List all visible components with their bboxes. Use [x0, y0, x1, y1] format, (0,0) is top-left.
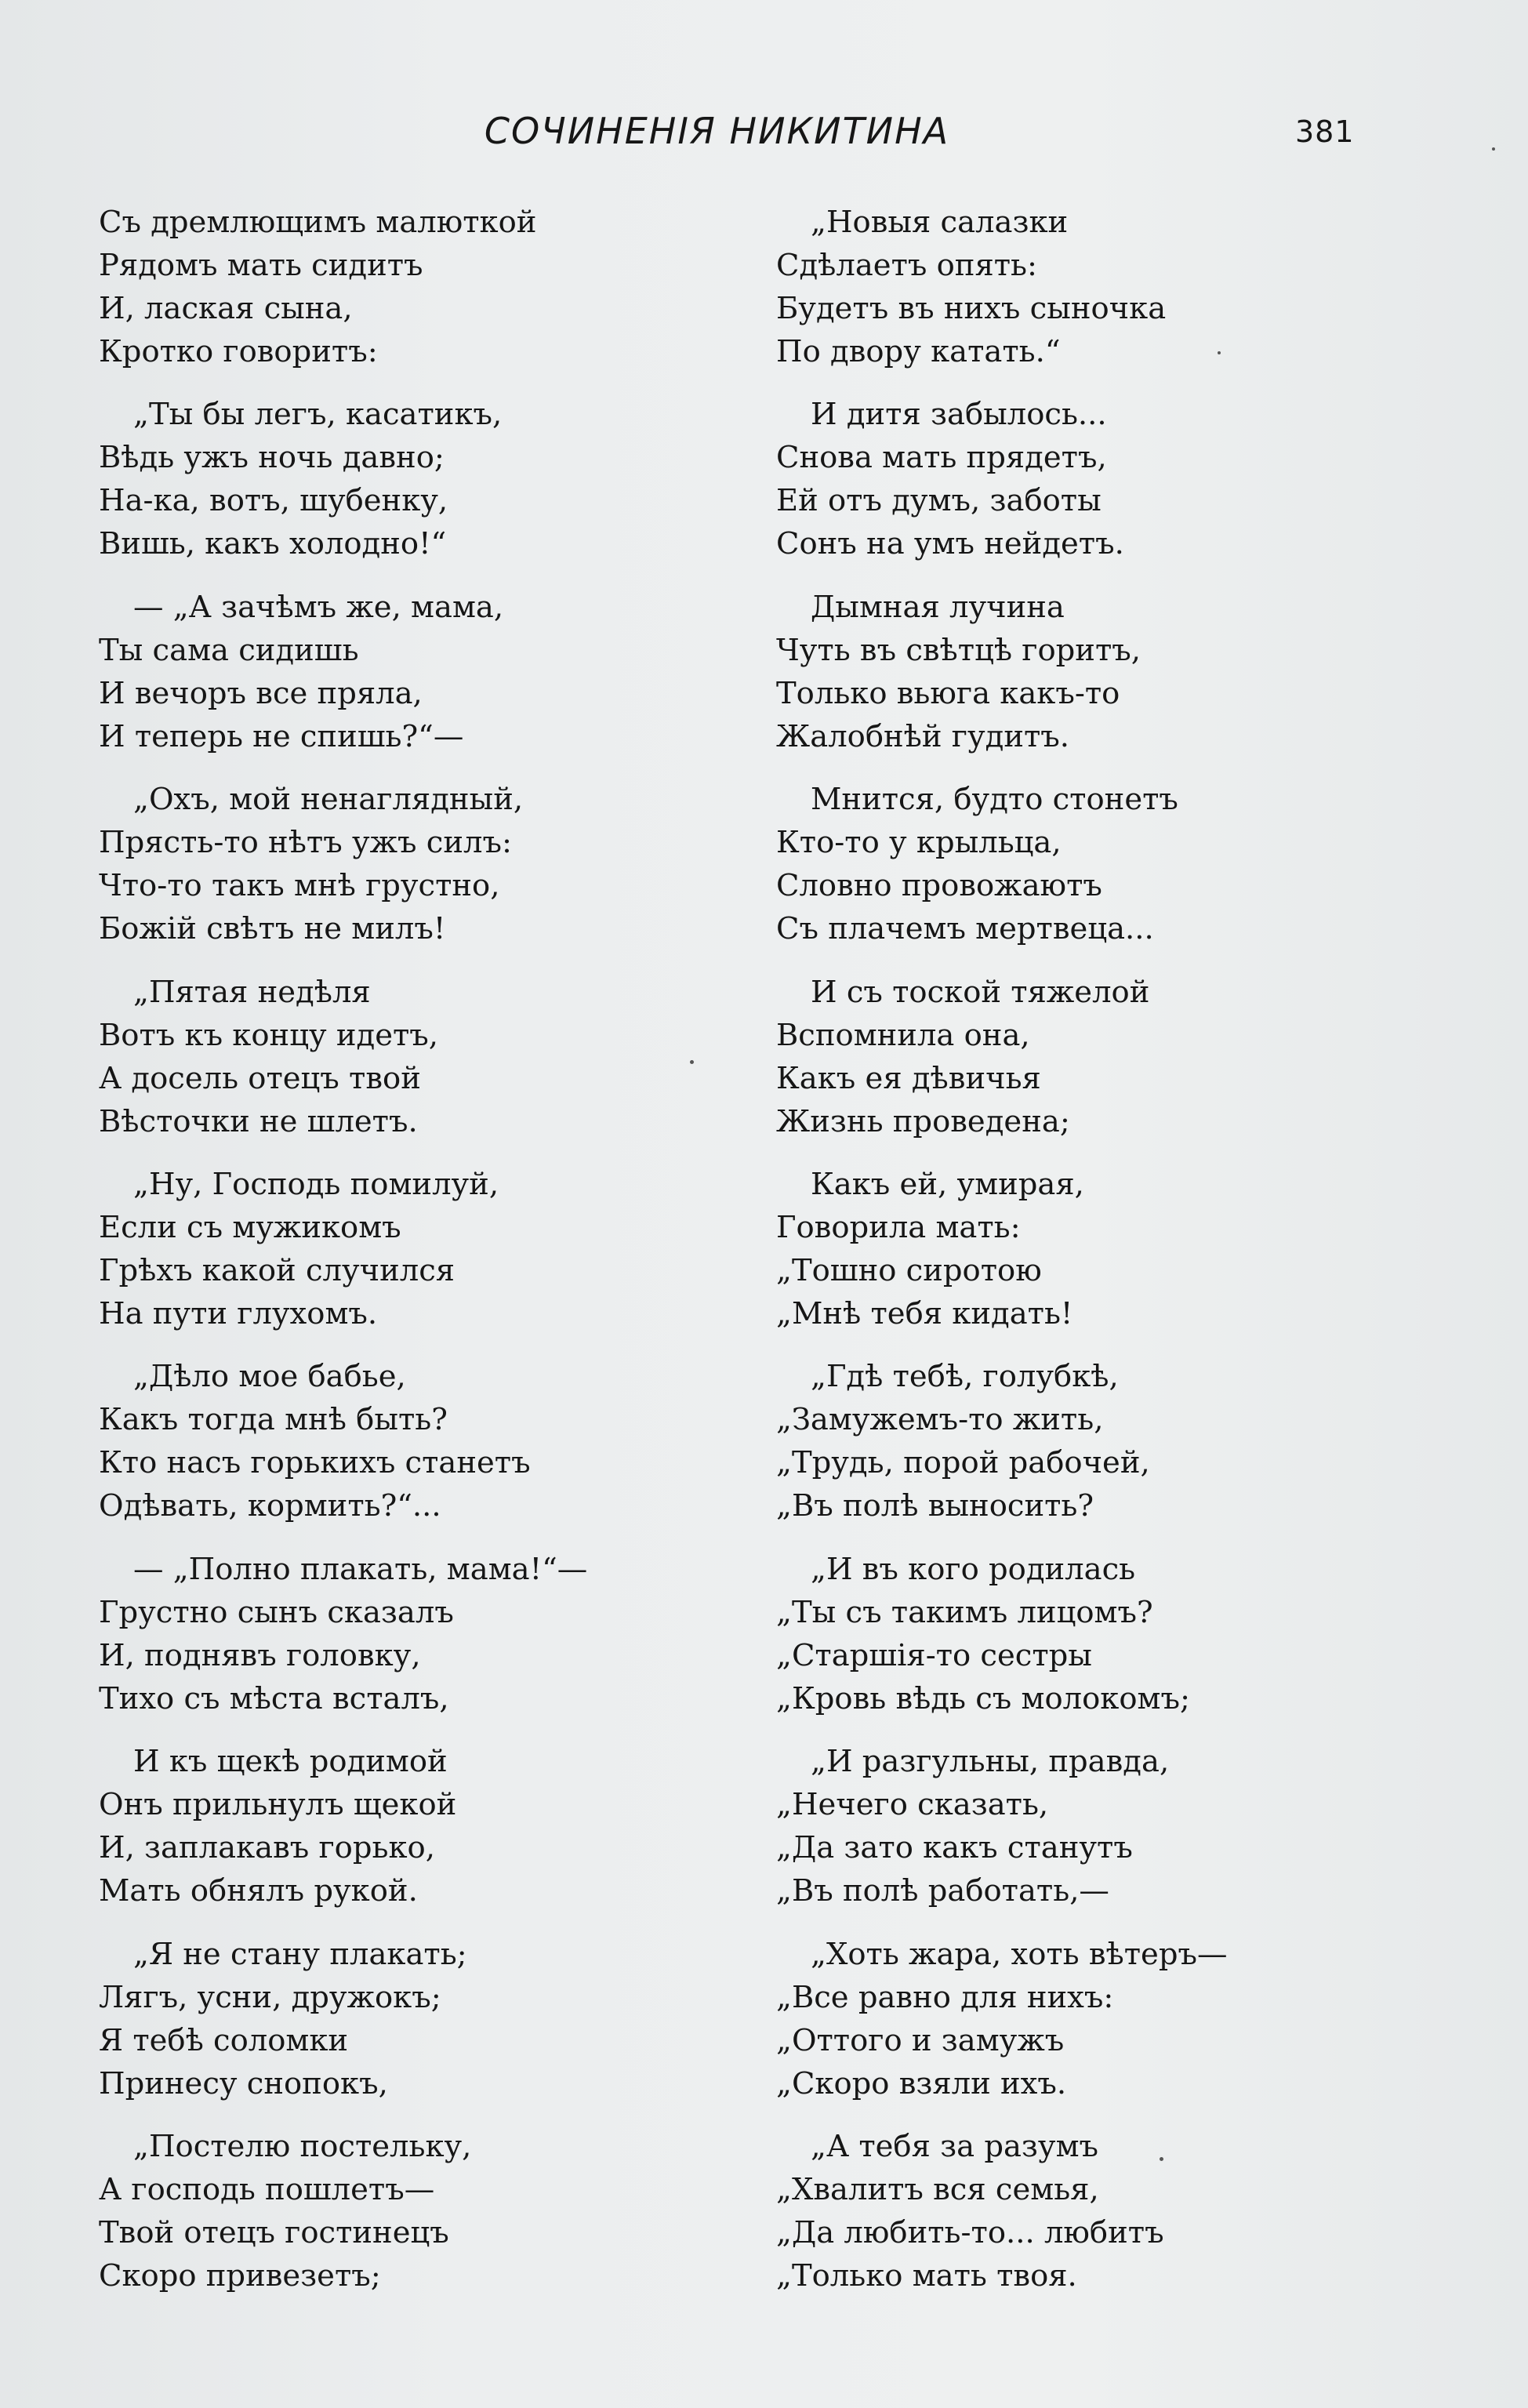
poem-line: А господь пошлетъ— — [99, 2171, 435, 2207]
stanza — [776, 393, 1450, 565]
poem-line: „Ты бы легъ, касатикъ, — [133, 397, 503, 433]
stanza — [776, 1548, 1450, 1720]
poem-line: На-ка, вотъ, шубенку, — [99, 483, 448, 519]
poem-line: И, заплакавъ горько, — [99, 1830, 435, 1866]
poem-line: „Только мать твоя. — [776, 2257, 1077, 2294]
poem-line: Кто-то у крыльца, — [776, 825, 1062, 861]
poem-line: Чуть въ свѣтцѣ горитъ, — [776, 632, 1141, 668]
poem-line: И дитя забылось... — [811, 397, 1107, 433]
poem-line: „Гдѣ тебѣ, голубкѣ, — [811, 1359, 1119, 1395]
poem-line: Мать обнялъ рукой. — [99, 1873, 418, 1909]
poem-line: А досель отецъ твой — [99, 1060, 421, 1096]
stanza — [99, 971, 773, 1143]
poem-line: Прясть-то нѣтъ ужъ силъ: — [99, 825, 512, 861]
poem-line: Снова мать прядетъ, — [776, 440, 1107, 476]
poem-line: Что-то такъ мнѣ грустно, — [99, 868, 500, 904]
poem-line: „Скоро взяли ихъ. — [776, 2065, 1067, 2101]
poem-line: Если съ мужикомъ — [99, 1209, 401, 1245]
poem-line: Какъ ея дѣвичья — [776, 1060, 1041, 1096]
poem-line: И, лаская сына, — [99, 291, 353, 326]
poem-line: Вѣдь ужъ ночь давно; — [99, 440, 445, 476]
poem-line: Ты сама сидишь — [99, 632, 359, 668]
poem-line: Тихо съ мѣста всталъ, — [99, 1680, 449, 1716]
running-header-title: СОЧИНЕНІЯ НИКИТИНА — [484, 110, 950, 152]
stanza — [99, 1933, 773, 2105]
poem-line: Какъ ей, умирая, — [811, 1166, 1084, 1202]
poem-line: И съ тоской тяжелой — [811, 974, 1150, 1010]
stanza — [99, 1740, 773, 1912]
poem-line: „Мнѣ тебя кидать! — [776, 1295, 1073, 1331]
print-speck — [1492, 147, 1495, 151]
poem-line: „Дѣло мое бабье, — [133, 1359, 406, 1395]
poem-line: Будетъ въ нихъ сыночка — [776, 291, 1167, 326]
poem-line: „Нечего сказать, — [776, 1787, 1049, 1823]
poem-line: „Старшія-то сестры — [776, 1637, 1092, 1673]
stanza — [776, 2125, 1450, 2297]
poem-line: Говорила мать: — [776, 1209, 1021, 1245]
left-poem-column — [99, 201, 773, 2297]
poem-line: „Кровь вѣдь съ молокомъ; — [776, 1680, 1190, 1716]
poem-line: „Хоть жара, хоть вѣтеръ— — [811, 1936, 1228, 1972]
poem-line: Божій свѣтъ не милъ! — [99, 911, 446, 947]
poem-line: — „А зачѣмъ же, мама, — [133, 589, 504, 625]
poem-line: Онъ прильнулъ щекой — [99, 1787, 457, 1823]
poem-line: Словно провожаютъ — [776, 868, 1102, 904]
poem-line: На пути глухомъ. — [99, 1295, 378, 1331]
print-speck — [1218, 351, 1221, 354]
poem-line: Съ плачемъ мертвеца... — [776, 911, 1154, 947]
poem-line: По двору катать.“ — [776, 334, 1061, 369]
poem-line: Вспомнила она, — [776, 1017, 1030, 1053]
poem-line: Твой отецъ гостинецъ — [99, 2214, 449, 2250]
stanza — [99, 778, 773, 950]
poem-line: „Да зато какъ станутъ — [776, 1830, 1133, 1866]
poem-line: „Въ полѣ работать,— — [776, 1873, 1109, 1909]
print-speck — [690, 1060, 694, 1064]
poem-line: Жизнь проведена; — [776, 1103, 1070, 1139]
stanza — [99, 393, 773, 565]
poem-line: Только вьюга какъ-то — [776, 675, 1120, 711]
poem-line: „Все равно для нихъ: — [776, 1979, 1114, 2015]
poem-line: И теперь не спишь?“— — [99, 718, 464, 754]
stanza — [776, 1933, 1450, 2105]
stanza — [99, 586, 773, 758]
stanza — [99, 1355, 773, 1527]
poem-line: Одѣвать, кормить?“... — [99, 1488, 441, 1524]
stanza — [99, 1548, 773, 1720]
poem-line: „Оттого и замужъ — [776, 2022, 1065, 2058]
poem-line: Вишь, какъ холодно!“ — [99, 526, 447, 562]
stanza — [776, 971, 1450, 1143]
poem-line: „Хвалитъ вся семья, — [776, 2171, 1099, 2207]
poem-line: „И разгульны, правда, — [811, 1744, 1170, 1780]
stanza — [99, 2125, 773, 2297]
poem-line: „Въ полѣ выносить? — [776, 1488, 1094, 1524]
stanza — [776, 201, 1450, 373]
poem-line: Мнится, будто стонетъ — [811, 782, 1178, 818]
poem-line: „Пятая недѣля — [133, 974, 371, 1010]
poem-line: „А тебя за разумъ — [811, 2128, 1099, 2164]
poem-line: Сдѣлаетъ опять: — [776, 248, 1037, 283]
poem-line: Вотъ къ концу идетъ, — [99, 1017, 439, 1053]
poem-line: Сонъ на умъ нейдетъ. — [776, 526, 1124, 562]
stanza — [776, 1740, 1450, 1912]
poem-line: Скоро привезетъ; — [99, 2257, 381, 2294]
poem-line: „Новыя салазки — [811, 205, 1069, 240]
poem-line: Ей отъ думъ, заботы — [776, 483, 1102, 519]
poem-line: „Охъ, мой ненаглядный, — [133, 782, 524, 818]
poem-line: „Трудь, порой рабочей, — [776, 1445, 1150, 1481]
poem-line: „Я не стану плакать; — [133, 1936, 467, 1972]
stanza — [776, 1355, 1450, 1527]
poem-line: Рядомъ мать сидитъ — [99, 248, 423, 283]
poem-line: Грѣхъ какой случился — [99, 1252, 455, 1288]
poem-line: Вѣсточки не шлетъ. — [99, 1103, 418, 1139]
poem-line: „Тошно сиротою — [776, 1252, 1042, 1288]
poem-line: И къ щекѣ родимой — [133, 1744, 448, 1780]
poem-line: Кротко говоритъ: — [99, 334, 378, 369]
poem-line: Принесу снопокъ, — [99, 2065, 388, 2101]
poem-line: „И въ кого родилась — [811, 1551, 1136, 1587]
poem-line: Лягъ, усни, дружокъ; — [99, 1979, 441, 2015]
poem-line: — „Полно плакать, мама!“— — [133, 1551, 588, 1587]
stanza — [99, 201, 773, 373]
poem-line: „Замужемъ-то жить, — [776, 1402, 1104, 1438]
poem-line: И, поднявъ головку, — [99, 1637, 421, 1673]
poem-line: Я тебѣ соломки — [99, 2022, 349, 2058]
poem-line: Дымная лучина — [811, 589, 1065, 625]
poem-line: Какъ тогда мнѣ быть? — [99, 1402, 448, 1438]
poem-line: Съ дремлющимъ малюткой — [99, 205, 537, 240]
stanza — [776, 586, 1450, 758]
stanza — [776, 1163, 1450, 1335]
poem-line: Жалобнѣй гудитъ. — [776, 718, 1070, 754]
poem-line: Грустно сынъ сказалъ — [99, 1594, 454, 1630]
stanza — [776, 778, 1450, 950]
poem-line: „Да любить-то... любитъ — [776, 2214, 1164, 2250]
poem-line: Кто насъ горькихъ станетъ — [99, 1445, 531, 1481]
right-poem-column — [776, 201, 1450, 2297]
poem-line: И вечоръ все пряла, — [99, 675, 423, 711]
stanza — [99, 1163, 773, 1335]
poem-line: „Постелю постельку, — [133, 2128, 472, 2164]
print-speck — [1160, 2157, 1163, 2161]
poem-line: „Ну, Господь помилуй, — [133, 1166, 499, 1202]
poem-line: „Ты съ такимъ лицомъ? — [776, 1594, 1153, 1630]
page-number: 381 — [1295, 114, 1355, 149]
